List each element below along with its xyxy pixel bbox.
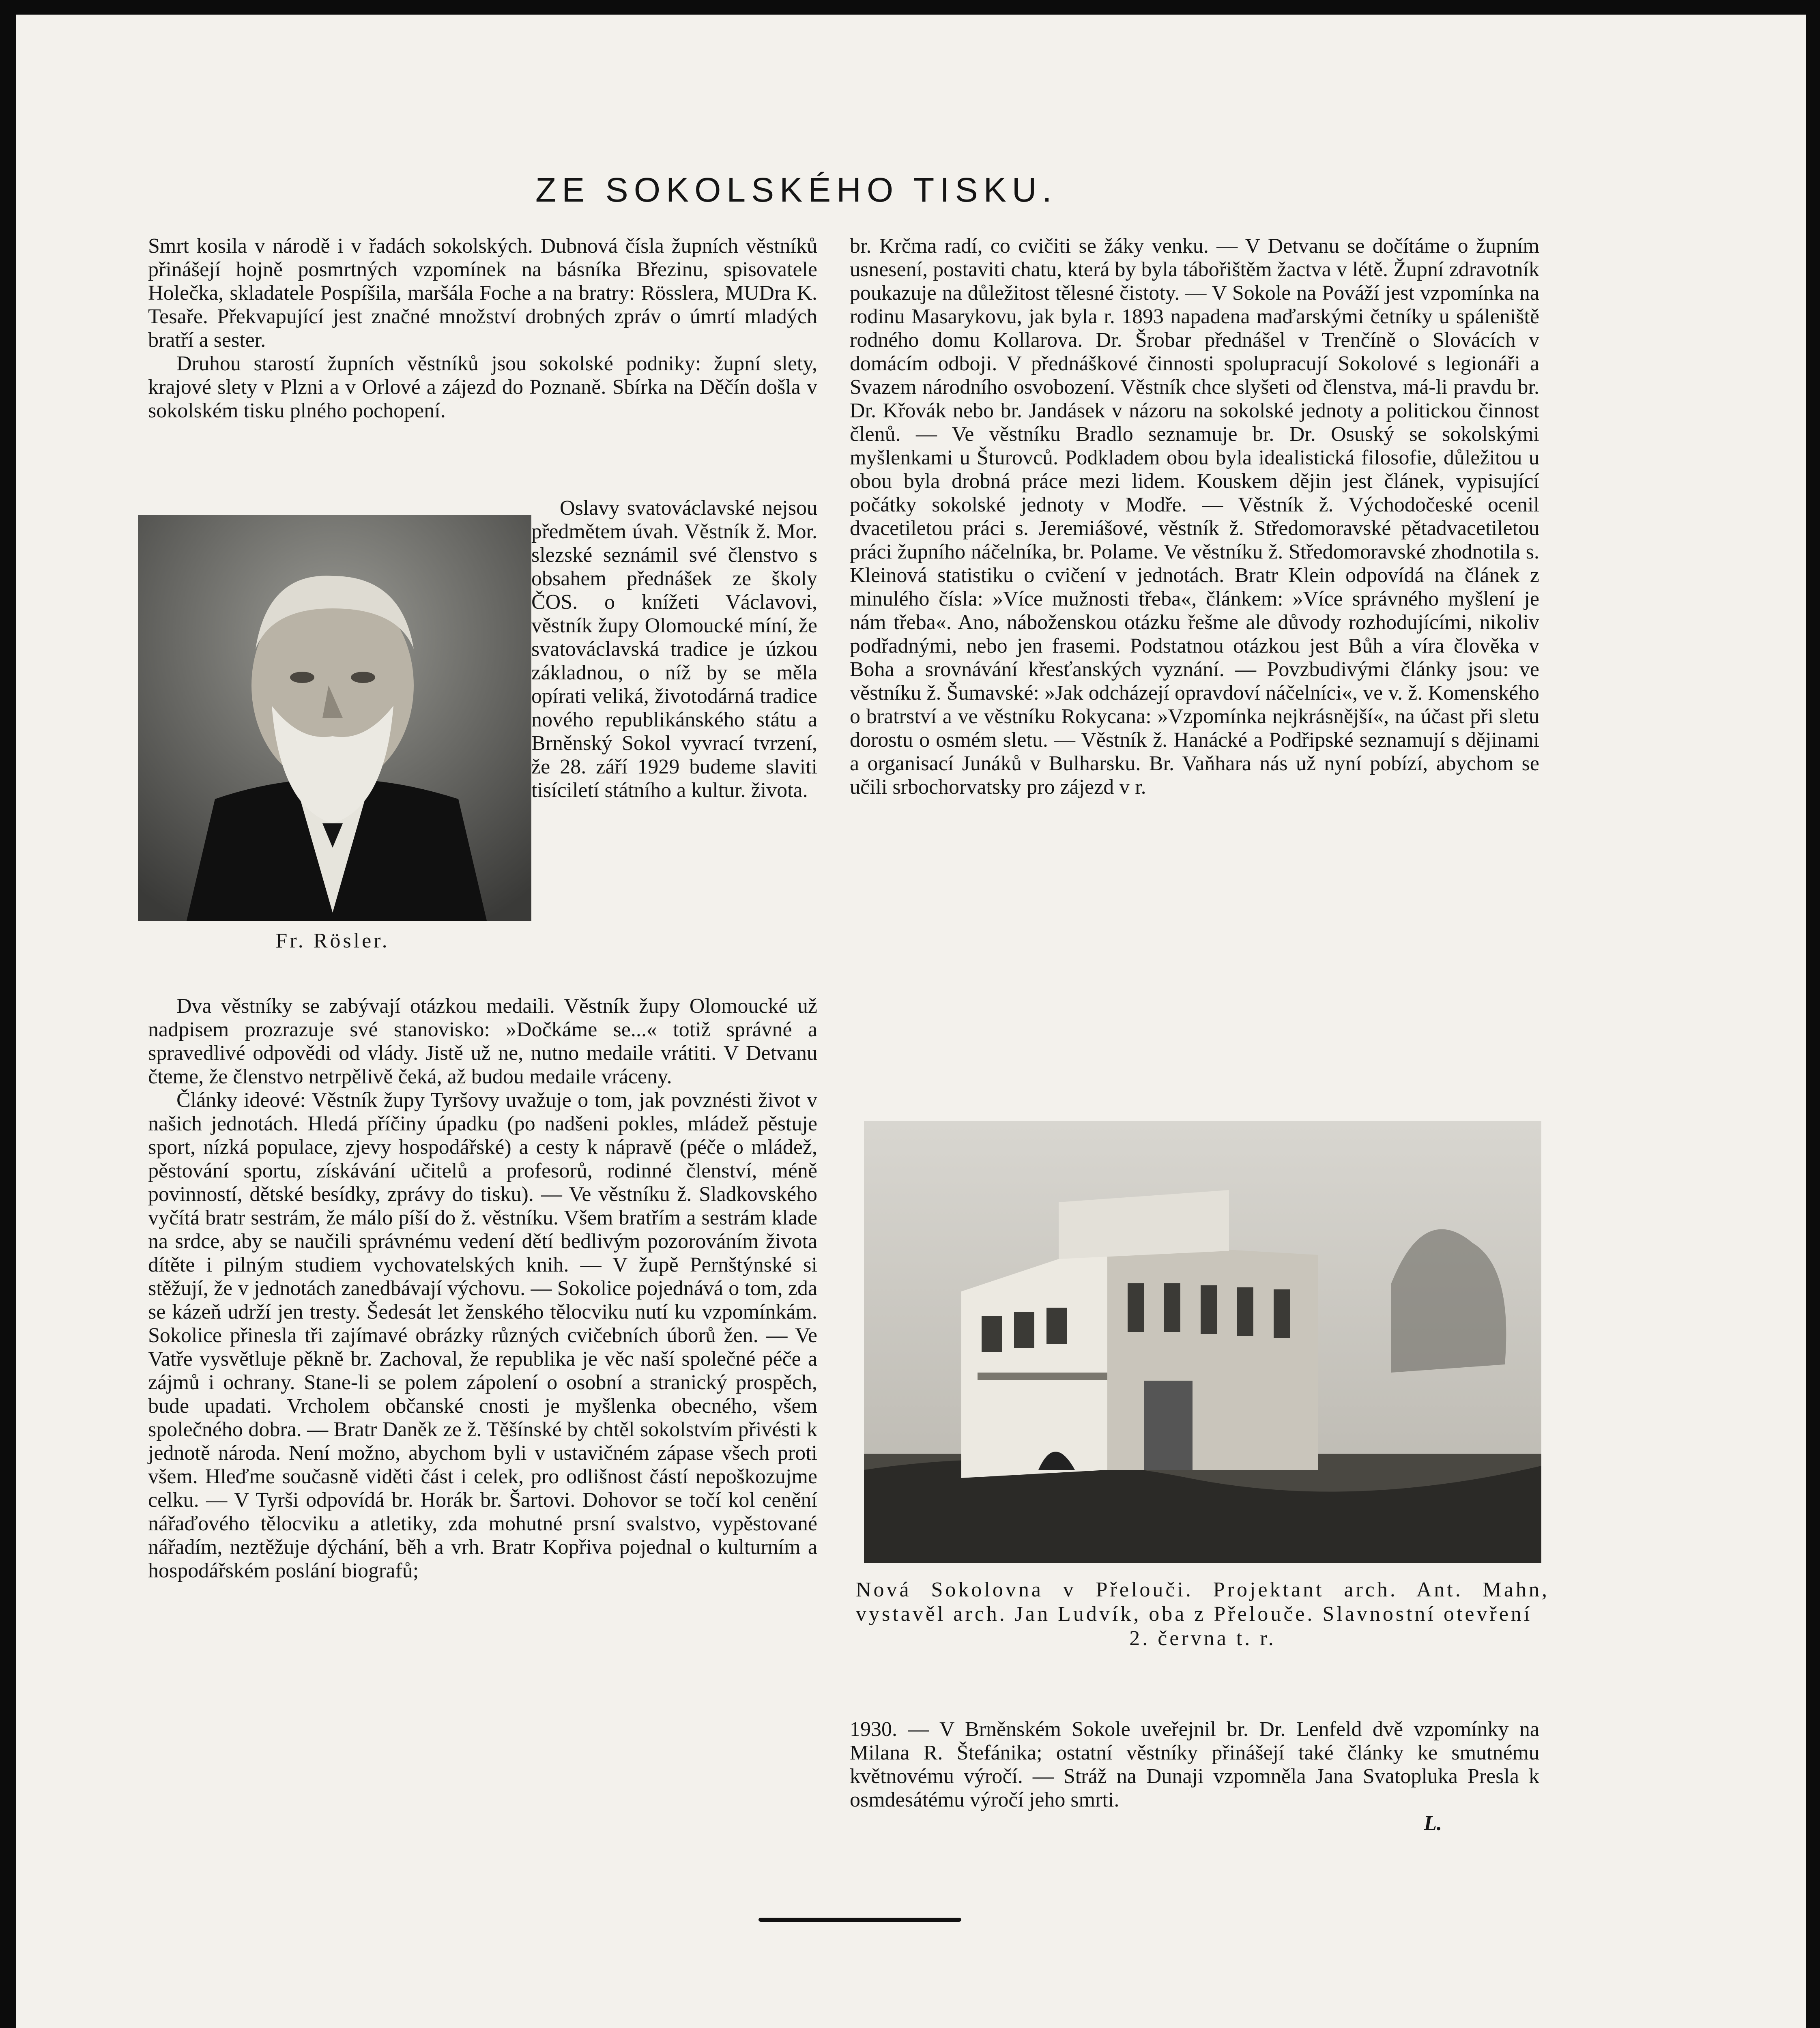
scan-border-top xyxy=(0,0,1820,15)
left-column-bottom xyxy=(148,995,817,1583)
paragraph: Smrt kosila v národě i v řadách sokolských. Dubnová čísla župních věstníků přinášejí hojně posmrtných vzpomínek na básníka Březinu, spisovatele Holečka, skladatele Pospíšila, maršála Foche a na bratry: Rösslera, MUDra K. Tesaře. Překvapující jest značné množství drobných zpráv o úmrtí mladých bratří a sester. xyxy=(148,234,817,352)
right-column-bottom xyxy=(850,1718,1539,1835)
building-caption xyxy=(856,1578,1549,1651)
left-column-top xyxy=(148,234,817,423)
narrow-column-text xyxy=(531,496,817,802)
building-caption-date: 2. června t. r. xyxy=(1129,1627,1276,1650)
portrait-caption: Fr. Rösler. xyxy=(275,929,390,952)
paragraph: Oslavy svatováclavské nejsou předmětem úvah. Věstník ž. Mor. slezské seznámil své členstvo s obsahem přednášek ze školy ČOS. o knížeti Václavovi, věstník župy Olomoucké míní, že svatováclavská tradice je úzkou základnou, o níž by se měla opírati veliká, životodárná tradice nového republikánského státu a Brněnský Sokol vyvrací tvrzení, že 28. září 1929 budeme slaviti tisíciletí státního a kultur. života. xyxy=(531,496,817,802)
scan-border-right xyxy=(1806,0,1820,2028)
paragraph: Druhou starostí župních věstníků jsou sokolské podniky: župní slety, krajové slety v Plzni a v Orlové a zájezd do Poznaně. Sbírka na Děčín došla v sokolském tisku plného pochopení. xyxy=(148,352,817,422)
paragraph: br. Krčma radí, co cvičiti se žáky venku. — V Detvanu se dočítáme o župním usnesení, postaviti chatu, která by byla tábořištěm žactva v létě. Župní zdravotník poukazuje na důležitost tělesné čistoty. — V Sokole na Pováží jest vzpomínka na rodinu Masarykovu, jak byla r. 1893 napadena maďarskými četníky u spáleniště rodného domu Kollarova. Dr. Šrobar přednášel v Trenčíně o Slovácích v domácím odboji. V přednáškové činnosti spolupracují Sokolové s legionáři a Svazem národního osvobození. Věstník chce slyšeti od členstva, má-li pravdu br. Dr. Křovák nebo br. Jandásek v názoru na sokolské jednoty a politickou činnost členů. — Ve věstníku Bradlo seznamuje br. Dr. Osuský se sokolskými myšlenkami u Šturovců. Podkladem obou byla idealistická filosofie, důležitou u obou byla drobná práce mezi lidem. Kouskem dějin jest článek, vypisující počátky sokolské jednoty v Modře. — Věstník ž. Východočeské ocenil dvacetiletou práci s. Jeremiášové, věstník ž. Středomoravské pětadvacetiletou práci župního náčelníka, br. Polame. Ve věstníku ž. Středomoravské zhodnotila s. Kleinová statistiku o cvičení v jednotách. Bratr Klein odpovídá na článek z minulého čísla: »Více mužnosti třeba«, článkem: »Více správného myšlení je nám třeba«. Ano, náboženskou otázku řešme ale důvody rozhodujícími, nikoliv podřadnými, nebo jen frasemi. Podstatnou otázkou jest Bůh a víra člověka v Boha a srovnávání křesťanských vyznání. — Povzbudivými články jsou: ve věstníku ž. Šumavské: »Jak odcházejí opravdoví náčelníci«, ve v. ž. Komenského o bratrství a ve věstníku Rokycana: »Vzpomínka nejkrásnější«, na účast při sletu dorostu o osmém sletu. — Věstník ž. Hanácké a Podřipské seznamují s dějinami a organisací Junáků v Bulharsku. Br. Vaňhara nás už nyní pobízí, abychom se učili srbochorvatsky pro zájezd v r. xyxy=(850,234,1539,799)
end-rule xyxy=(759,1918,961,1922)
right-column-top xyxy=(850,234,1539,799)
author-signature: L. xyxy=(1424,1812,1442,1835)
building-caption-text: Nová Sokolovna v Přelouči. Projektant arch. Ant. Mahn, vystavěl arch. Jan Ludvík, oba z Přelouče. Slavnostní otevření xyxy=(856,1578,1549,1626)
paragraph: 1930. — V Brněnském Sokole uveřejnil br. Dr. Lenfeld dvě vzpomínky na Milana R. Štefánika; ostatní věstníky přinášejí také články ke smutnému květnovému výročí. — Stráž na Dunaji vzpomněla Jana Svatopluka Presla k osmdesátému výročí jeho smrti. xyxy=(850,1718,1539,1811)
building-photo xyxy=(864,1121,1541,1563)
portrait-photo xyxy=(138,515,531,921)
scan-border-left xyxy=(0,0,16,2028)
page-title: ZE SOKOLSKÉHO TISKU. xyxy=(535,171,1057,209)
paragraph: Články ideové: Věstník župy Tyršovy uvažuje o tom, jak povznésti život v našich jednotách. Hledá příčiny úpadku (po nadšeni pokles, mládež pěstuje sport, nízká populace, zjevy hospodářské) a cesty k nápravě (péče o mládež, pěstování sportu, získávání učitelů a profesorů, rodinné členství, méně povinností, dětské besídky, zprávy do tisku). — Ve věstníku ž. Sladkovského vyčítá bratr sestrám, že málo píší do ž. věstníku. Všem bratřím a sestrám klade na srdce, aby se naučili správnému vedení dětí bedlivým pozorováním života dítěte i pilným studiem vychovatelských knih. — V župě Pernštýnské si stěžují, že v jednotách zanedbávají výchovu. — Sokolice pojednává o tom, zda se kázeň udrží jen tresty. Šedesát let ženského tělocviku nutí ku vzpomínkám. Sokolice přinesla tři zajímavé obrázky různých cvičebních úborů žen. — Ve Vatře vysvětluje pěkně br. Zachoval, že republika je věc naší společné péče a zájmů i ochrany. Stane-li se polem zápolení o osobní a stranický prospěch, bude upadati. Vrcholem občanské cnosti je myšlenka obecného, všem společného dobra. — Bratr Daněk ze ž. Těšínské by chtěl sokolstvím přivésti k jednotě národa. Není možno, abychom byli v ustavičném zápase všech proti všem. Hleďme současně viděti část i celek, pro odlišnost částí nepoškozujme celku. — V Tyrši odpovídá br. Horák br. Šartovi. Dohovor se točí kol cenění nářaďového tělocviku a atletiky, zda mohutné prsní svalstvo, vypěstované nářadím, neztěžuje dýchání, běh a vrh. Bratr Kopřiva pojednal o kulturním a hospodářském poslání biografů; xyxy=(148,1089,817,1582)
paragraph: Dva věstníky se zabývají otázkou medaili. Věstník župy Olomoucké už nadpisem prozrazuje své stanovisko: »Dočkáme se...« totiž správné a spravedlivé odpovědi od vlády. Jistě už ne, nutno medaile vrátiti. V Detvanu čteme, že členstvo netrpělivě čeká, až budou medaile vráceny. xyxy=(148,995,817,1088)
